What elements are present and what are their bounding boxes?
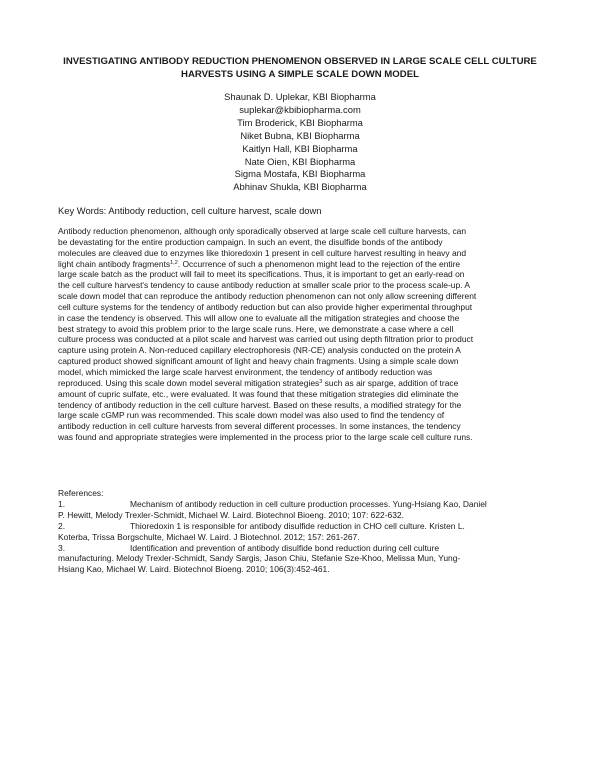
title-line: INVESTIGATING ANTIBODY REDUCTION PHENOMENON OBSERVED IN LARGE SCALE CELL CULTURE bbox=[63, 56, 537, 67]
abstract-line: Antibody reduction phenomenon, although only sporadically observed at large scale cell culture harvests, can bbox=[58, 226, 467, 236]
reference-line bbox=[58, 521, 546, 532]
reference-number: 1. bbox=[58, 498, 66, 509]
author-list bbox=[150, 91, 450, 194]
abstract-text: light chain antibody fragments bbox=[58, 258, 171, 269]
author: Sigma Mostafa, KBI Biopharma bbox=[234, 168, 366, 180]
abstract-line: scale down model that can reproduce the antibody reduction phenomenon can not only allow screening different bbox=[58, 291, 477, 302]
abstract-line: molecules are cleaved due to enzymes like thioredoxin 1 present in cell culture harvest resulting in heavy and bbox=[58, 247, 467, 258]
abstract-line: be devastating for the entire production campaign. In such an event, the disulfide bonds of the antibody bbox=[58, 236, 443, 247]
abstract-line bbox=[58, 378, 546, 389]
citation-superscript: 3 bbox=[319, 378, 323, 385]
abstract-line: amount of cupric sulfate, etc., were evaluated. It was found that these mitigation strategies did eliminate the bbox=[58, 388, 459, 399]
author: Abhinav Shukla, KBI Biopharma bbox=[233, 181, 367, 193]
reference-text: Mechanism of antibody reduction in cell culture production processes. Yung-Hsiang Kao, Daniel bbox=[130, 498, 487, 509]
author: Shaunak D. Uplekar, KBI Biopharma bbox=[224, 91, 376, 102]
author: Nate Oien, KBI Biopharma bbox=[244, 155, 356, 167]
abstract-line: cell culture systems for the tendency of antibody reduction but can also provide higher experimental throughput bbox=[58, 301, 473, 312]
author-email: suplekar@kbibiopharma.com bbox=[239, 103, 361, 115]
abstract-line bbox=[58, 259, 546, 270]
abstract-line: model, which mimicked the large scale harvest environment, the tendency of antibody reduction was bbox=[58, 366, 433, 377]
paper-title bbox=[54, 56, 546, 81]
reference-line: manufacturing. Melody Trexler-Schmidt, Sandy Sargis, Jason Chiu, Stefanie Sze-Khoo, Melissa Mun, Yung- bbox=[58, 553, 461, 564]
references-heading: References: bbox=[58, 488, 104, 498]
keywords: Key Words: Antibody reduction, cell culture harvest, scale down bbox=[58, 205, 322, 216]
abstract-line: large scale cGMP run was recommended. This scale down model was also used to find the tendency of bbox=[58, 410, 445, 421]
citation-superscript: 1,2 bbox=[170, 259, 178, 266]
reference-number: 2. bbox=[58, 520, 66, 531]
reference-line: Hsiang Kao, Michael W. Laird. Biotechnol Bioeng. 2010; 106(3):452-461. bbox=[58, 564, 330, 575]
abstract bbox=[58, 226, 546, 443]
abstract-line: the cell culture harvest's tendency to cause antibody reduction at smaller scale prior to the process scale-up. A bbox=[58, 280, 470, 291]
reference-text: Thioredoxin 1 is responsible for antibody disulfide reduction in CHO cell culture. Kristen L. bbox=[130, 520, 465, 531]
reference-number: 3. bbox=[58, 542, 66, 553]
reference-line bbox=[58, 543, 546, 554]
abstract-line: large scale batch as the product will fail to meet its specifications. Thus, it is important to get an early-read on bbox=[58, 269, 465, 280]
author: Niket Bubna, KBI Biopharma bbox=[240, 129, 360, 141]
abstract-text: such as air sparge, addition of trace bbox=[322, 377, 459, 388]
reference-line: Koterba, Trissa Borgschulte, Michael W. Laird. J Biotechnol. 2012; 157: 261-267. bbox=[58, 531, 360, 542]
abstract-line: capture using protein A. Non-reduced capillary electrophoresis (NR-CE) analysis conducted on the protein A bbox=[58, 345, 461, 356]
reference-line bbox=[58, 499, 546, 510]
abstract-line: culture process was conducted at a pilot scale and harvest was carried out using depth filtration prior to product bbox=[58, 334, 474, 345]
reference-text: Identification and prevention of antibody disulfide bond reduction during cell culture bbox=[130, 542, 440, 553]
abstract-line: best strategy to avoid this problem prior to the large scale runs. Here, we demonstrate a case where a cell bbox=[58, 323, 454, 334]
title-line: HARVESTS USING A SIMPLE SCALE DOWN MODEL bbox=[181, 68, 419, 80]
abstract-text: . Occurrence of such a phenomenon might lead to the rejection of the entire bbox=[177, 258, 461, 269]
abstract-line: captured product showed significant amount of light and heavy chain fragments. Using a simple scale down bbox=[58, 356, 459, 367]
abstract-line: in case the tendency is observed. This will allow one to evaluate all the mitigation strategies and choose the bbox=[58, 312, 460, 323]
author: Kaitlyn Hall, KBI Biopharma bbox=[242, 142, 358, 154]
abstract-line: tendency of antibody reduction in the cell culture harvest. Based on these results, a modified strategy for the bbox=[58, 399, 462, 410]
author: Tim Broderick, KBI Biopharma bbox=[237, 116, 363, 128]
abstract-line: was found and appropriate strategies were implemented in the process prior to the large scale cell culture runs. bbox=[58, 432, 473, 443]
reference-line: P. Hewitt, Melody Trexler-Schmidt, Michael W. Laird. Biotechnol Bioeng. 2010; 107: 622-632. bbox=[58, 509, 404, 520]
references bbox=[58, 488, 546, 575]
abstract-text: reproduced. Using this scale down model several mitigation strategies bbox=[58, 377, 320, 388]
abstract-line: antibody reduction in cell culture harvests from several different processes. In some instances, the tendency bbox=[58, 421, 461, 432]
